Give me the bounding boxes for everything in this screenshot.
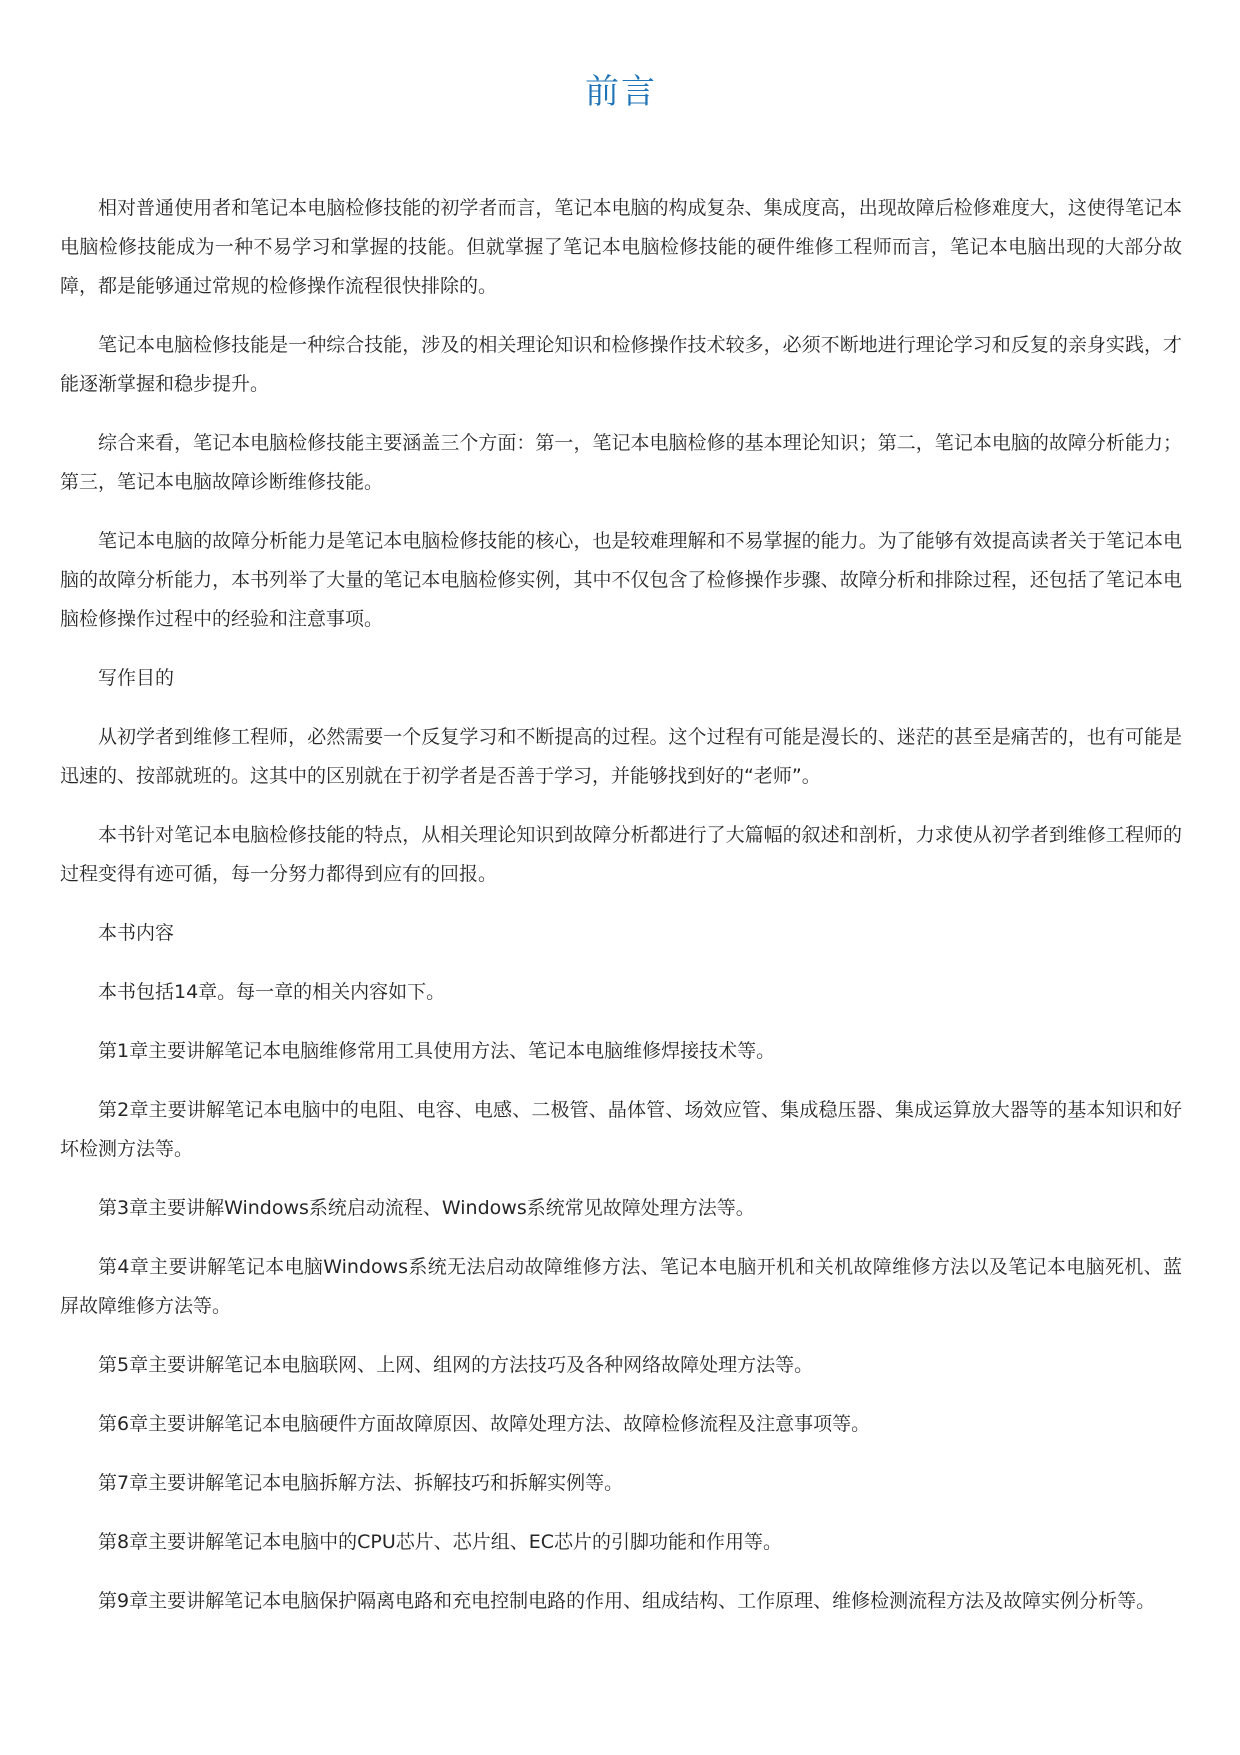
body-text (60, 189, 1182, 1621)
section-heading: 写作目的 (98, 667, 175, 689)
chapter-paragraph: 第6章主要讲解笔记本电脑硬件方面故障原因、故障处理方法、故障检修流程及注意事项等。 (98, 1413, 871, 1435)
paragraph: 本书针对笔记本电脑检修技能的特点，从相关理论知识到故障分析都进行了大篇幅的叙述和剖析，力求使从初学者到维修工程师的过程变得有迹可循，每一分努力都得到应有的回报。 (60, 824, 1182, 885)
paragraph: 本书包括14章。每一章的相关内容如下。 (98, 981, 446, 1003)
chapter-paragraph: 第1章主要讲解笔记本电脑维修常用工具使用方法、笔记本电脑维修焊接技术等。 (98, 1040, 776, 1062)
paragraph: 笔记本电脑的故障分析能力是笔记本电脑检修技能的核心，也是较难理解和不易掌握的能力。为了能够有效提高读者关于笔记本电脑的故障分析能力，本书列举了大量的笔记本电脑检修实例，其中不仅包含了检修操作步骤、故障分析和排除过程，还包括了笔记本电脑检修操作过程中的经验和注意事项。 (60, 530, 1182, 630)
paragraph: 笔记本电脑检修技能是一种综合技能，涉及的相关理论知识和检修操作技术较多，必须不断地进行理论学习和反复的亲身实践，才能逐渐掌握和稳步提升。 (60, 334, 1182, 395)
chapter-paragraph: 第7章主要讲解笔记本电脑拆解方法、拆解技巧和拆解实例等。 (98, 1472, 624, 1494)
chapter-paragraph: 第8章主要讲解笔记本电脑中的CPU芯片、芯片组、EC芯片的引脚功能和作用等。 (98, 1531, 782, 1553)
chapter-paragraph: 第9章主要讲解笔记本电脑保护隔离电路和充电控制电路的作用、组成结构、工作原理、维修检测流程方法及故障实例分析等。 (98, 1590, 1156, 1612)
chapter-paragraph: 第4章主要讲解笔记本电脑Windows系统无法启动故障维修方法、笔记本电脑开机和关机故障维修方法以及笔记本电脑死机、蓝屏故障维修方法等。 (60, 1256, 1182, 1317)
chapter-paragraph: 第3章主要讲解Windows系统启动流程、Windows系统常见故障处理方法等。 (98, 1197, 755, 1219)
section-heading: 本书内容 (98, 922, 175, 944)
paragraph: 相对普通使用者和笔记本电脑检修技能的初学者而言，笔记本电脑的构成复杂、集成度高，出现故障后检修难度大，这使得笔记本电脑检修技能成为一种不易学习和掌握的技能。但就掌握了笔记本电脑检修技能的硬件维修工程师而言，笔记本电脑出现的大部分故障，都是能够通过常规的检修操作流程很快排除的。 (60, 197, 1182, 297)
chapter-paragraph: 第2章主要讲解笔记本电脑中的电阻、电容、电感、二极管、晶体管、场效应管、集成稳压器、集成运算放大器等的基本知识和好坏检测方法等。 (60, 1099, 1182, 1160)
chapter-paragraph: 第5章主要讲解笔记本电脑联网、上网、组网的方法技巧及各种网络故障处理方法等。 (98, 1354, 814, 1376)
paragraph: 从初学者到维修工程师，必然需要一个反复学习和不断提高的过程。这个过程有可能是漫长的、迷茫的甚至是痛苦的，也有可能是迅速的、按部就班的。这其中的区别就在于初学者是否善于学习，并能够找到好的“老师”。 (60, 726, 1182, 787)
page-title: 前言 (585, 72, 657, 112)
paragraph: 综合来看，笔记本电脑检修技能主要涵盖三个方面：第一，笔记本电脑检修的基本理论知识；第二，笔记本电脑的故障分析能力；第三，笔记本电脑故障诊断维修技能。 (60, 432, 1182, 493)
